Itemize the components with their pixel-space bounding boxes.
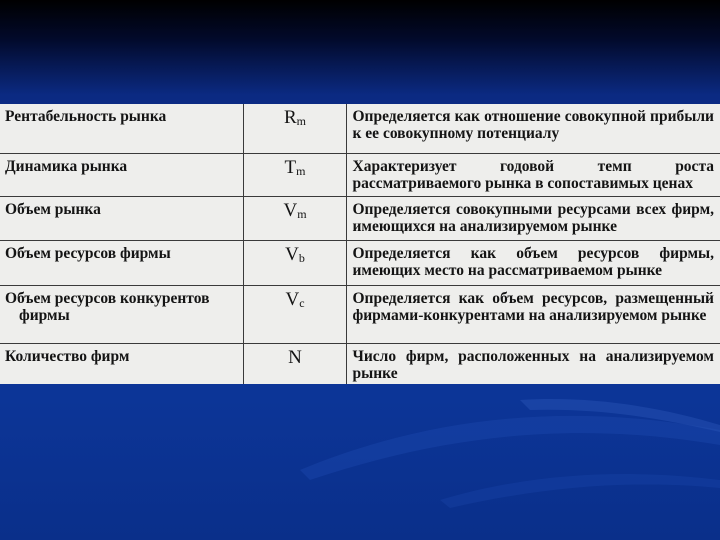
indicator-symbol: $R_m$: [243, 104, 346, 153]
indicator-description: Определяется как объем ресурсов, размещенный фирмами-конкурентами на анализируемом рынке: [346, 285, 720, 343]
scanned-table: [0, 104, 720, 384]
indicator-description: Число фирм, расположенных на анализируемом рынке: [346, 343, 720, 384]
indicator-name-line2: фирмы: [19, 306, 70, 324]
table-row: [0, 153, 720, 196]
indicator-name: Объем ресурсов фирмы: [0, 240, 243, 285]
indicator-name: Количество фирм: [0, 343, 243, 384]
indicator-description: Характеризует годовой темп роста рассматриваемого рынка в сопоставимых ценах: [346, 153, 720, 196]
indicator-name-line1: Объем ресурсов конкурентов: [5, 289, 210, 307]
table-row: [0, 240, 720, 285]
indicator-description: Определяется как объем ресурсов фирмы, имеющих место на рассматриваемом рынке: [346, 240, 720, 285]
indicator-description: Определяется совокупными ресурсами всех фирм, имеющихся на анализируемом рынке: [346, 196, 720, 240]
indicator-symbol: $V_m$: [243, 196, 346, 240]
table-row: [0, 343, 720, 384]
indicator-symbol: $T_m$: [243, 153, 346, 196]
indicator-name: Объем рынка: [0, 196, 243, 240]
table-row: [0, 104, 720, 153]
indicator-name: Рентабельность рынка: [0, 104, 243, 153]
indicator-name: Динамика рынка: [0, 153, 243, 196]
indicator-description: Определяется как отношение совокупной прибыли к ее совокупному потенциалу: [346, 104, 720, 153]
indicator-name: [0, 285, 243, 343]
indicator-symbol: $V_b$: [243, 240, 346, 285]
table-row: [0, 196, 720, 240]
indicator-symbol: $V_c$: [243, 285, 346, 343]
indicator-symbol: N: [243, 343, 346, 384]
market-indicators-table: [0, 104, 720, 384]
table-row: [0, 285, 720, 343]
